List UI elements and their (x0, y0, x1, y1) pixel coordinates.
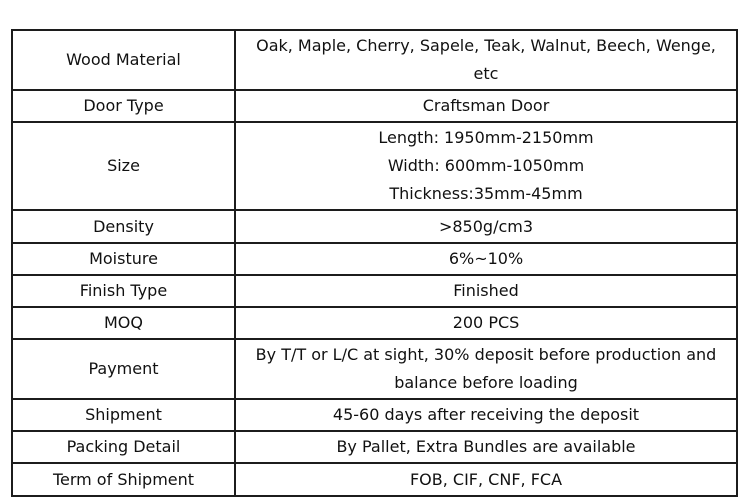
packing-detail-label: Packing Detail (12, 431, 235, 463)
size-width-line: Width: 600mm-1050mm (387, 156, 585, 175)
payment-value: By T/T or L/C at sight, 30% deposit before production and balance before loading (235, 339, 737, 399)
table-row (12, 243, 737, 275)
door-type-value: Craftsman Door (235, 90, 737, 122)
term-of-shipment-value: FOB, CIF, CNF, FCA (235, 463, 737, 496)
table-row (12, 399, 737, 431)
table-row (12, 122, 737, 210)
finish-type-label: Finish Type (12, 275, 235, 307)
table-row (12, 307, 737, 339)
size-value (235, 122, 737, 210)
size-length-line: Length: 1950mm-2150mm (378, 128, 594, 147)
size-label: Size (12, 122, 235, 210)
product-spec-table (11, 29, 738, 497)
wood-material-label: Wood Material (12, 30, 235, 90)
shipment-label: Shipment (12, 399, 235, 431)
product-spec-table-container (11, 29, 738, 497)
term-of-shipment-label: Term of Shipment (12, 463, 235, 496)
moq-label: MOQ (12, 307, 235, 339)
table-row (12, 275, 737, 307)
finish-type-value: Finished (235, 275, 737, 307)
size-thickness-line: Thickness:35mm-45mm (389, 184, 583, 203)
table-row (12, 463, 737, 496)
table-row (12, 30, 737, 90)
moq-value: 200 PCS (235, 307, 737, 339)
table-row (12, 339, 737, 399)
table-row (12, 90, 737, 122)
door-type-label: Door Type (12, 90, 235, 122)
packing-detail-value: By Pallet, Extra Bundles are available (235, 431, 737, 463)
density-value: >850g/cm3 (235, 210, 737, 243)
moisture-value: 6%~10% (235, 243, 737, 275)
shipment-value: 45-60 days after receiving the deposit (235, 399, 737, 431)
wood-material-value: Oak, Maple, Cherry, Sapele, Teak, Walnut, Beech, Wenge, etc (235, 30, 737, 90)
payment-label: Payment (12, 339, 235, 399)
density-label: Density (12, 210, 235, 243)
moisture-label: Moisture (12, 243, 235, 275)
table-row (12, 210, 737, 243)
table-row (12, 431, 737, 463)
